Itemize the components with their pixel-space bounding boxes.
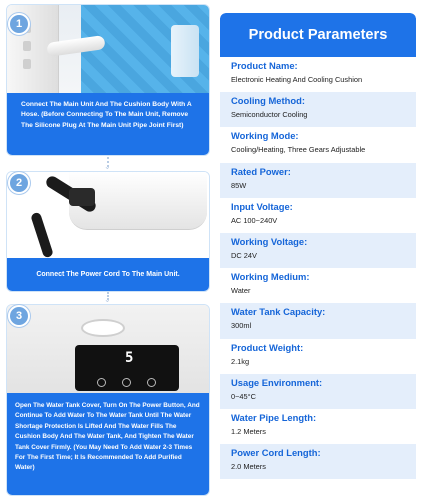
step-1-card (6, 4, 210, 156)
step-1-badge: 1 (8, 13, 30, 35)
param-product-name (220, 57, 416, 92)
panel-button-icon (122, 378, 131, 387)
step-1-photo (7, 5, 209, 93)
param-value: Semiconductor Cooling (231, 110, 308, 120)
step-2-badge: 2 (8, 172, 30, 194)
param-value: 0~45°C (231, 391, 256, 401)
param-usage-environment (220, 374, 416, 409)
param-water-tank-capacity (220, 303, 416, 338)
param-working-medium (220, 268, 416, 303)
param-value: 300ml (231, 321, 252, 331)
param-label: Power Cord Length: (231, 447, 321, 459)
power-cord-image (30, 212, 54, 259)
param-input-voltage (220, 198, 416, 233)
param-cooling-method (220, 92, 416, 127)
param-working-voltage (220, 233, 416, 268)
panel-button-icon (147, 378, 156, 387)
param-working-mode (220, 127, 416, 162)
param-water-pipe-length (220, 409, 416, 444)
param-label: Usage Environment: (231, 376, 323, 388)
param-value: 1.2 Meters (231, 426, 266, 436)
step-3-card (6, 304, 210, 496)
param-value: 2.1kg (231, 356, 250, 366)
param-value: DC 24V (231, 250, 257, 260)
panel-button-icon (97, 378, 106, 387)
param-value: AC 100~240V (231, 215, 278, 225)
param-label: Product Weight: (231, 341, 304, 353)
step-3-badge: 3 (8, 305, 30, 327)
param-label: Working Voltage: (231, 235, 308, 247)
step-2-photo (7, 172, 209, 258)
param-label: Water Pipe Length: (231, 411, 317, 423)
param-value: Water (231, 286, 251, 296)
param-label: Input Voltage: (231, 200, 293, 212)
step-2-card (6, 171, 210, 292)
panel-title: Product Parameters (220, 13, 416, 57)
step-3-instruction: Open The Water Tank Cover, Turn On The Power Button, And Continue To Add Water To The Water Tank Until The Water Shortage Protection Is Lifted And The Water Fills The Cushion Body And The Water Tank, And Tighten The Water Tank Cover Firmly. (You May Need To Add Water 2-3 Times For The First Time; It Is Recommended To Add Purified Water) (7, 393, 209, 496)
control-panel-image (75, 345, 179, 391)
display-readout: 5 (125, 350, 134, 366)
param-label: Product Name: (231, 60, 298, 71)
param-label: Working Mode: (231, 130, 299, 142)
param-product-weight (220, 339, 416, 374)
param-label: Cooling Method: (231, 95, 305, 107)
param-value: Cooling/Heating, Three Gears Adjustable (231, 145, 366, 155)
water-tank-cover-image (81, 319, 125, 337)
param-value: 85W (231, 180, 247, 190)
param-label: Rated Power: (231, 165, 291, 177)
power-plug-image (69, 188, 95, 206)
param-rated-power (220, 163, 416, 198)
parameter-list (220, 57, 416, 479)
chevron-down-icon: ⌄ (104, 295, 111, 304)
param-power-cord-length (220, 444, 416, 479)
param-value: Electronic Heating And Cooling Cushion (231, 75, 363, 84)
param-label: Working Medium: (231, 271, 310, 283)
step-2-instruction: Connect The Power Cord To The Main Unit. (7, 258, 209, 292)
step-3-photo (7, 305, 209, 393)
chevron-down-icon: ⌄ (104, 162, 111, 171)
param-label: Water Tank Capacity: (231, 306, 326, 318)
param-value: 2.0 Meters (231, 462, 266, 472)
product-parameters-panel (220, 13, 416, 497)
step-1-instruction: Connect The Main Unit And The Cushion Body With A Hose. (Before Connecting To The Main Unit, Remove The Silicone Plug At The Main Unit Pipe Joint First) (7, 93, 209, 156)
